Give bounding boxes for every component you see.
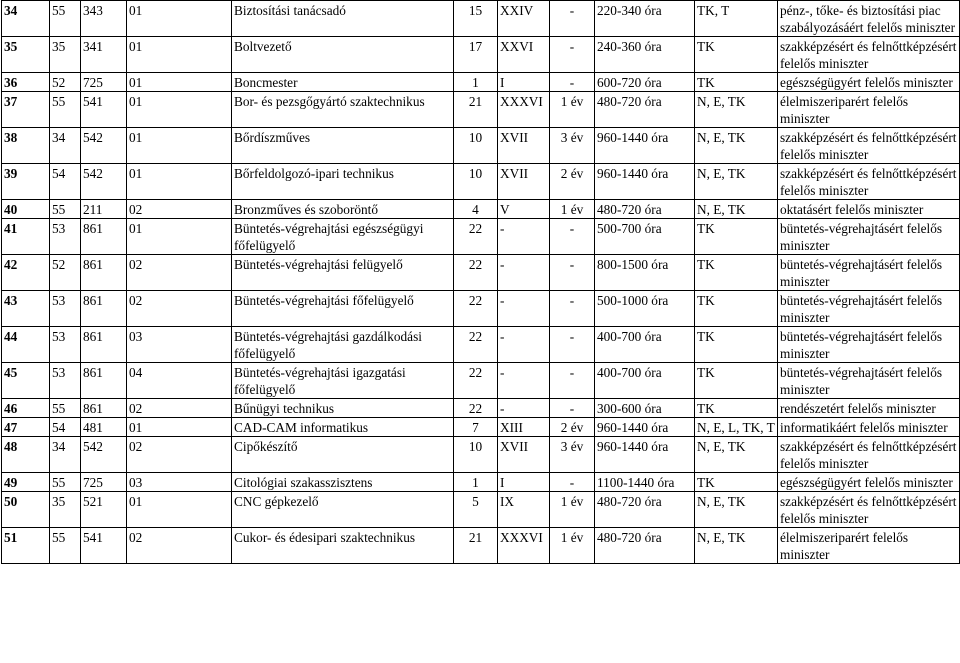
row-number: 36 bbox=[2, 73, 50, 92]
sector-roman: - bbox=[498, 399, 550, 418]
code-part-3: 01 bbox=[127, 73, 232, 92]
table-row bbox=[2, 492, 960, 528]
exam-type: TK bbox=[695, 399, 778, 418]
table-row bbox=[2, 291, 960, 327]
table-row bbox=[2, 219, 960, 255]
code-part-2: 861 bbox=[81, 219, 127, 255]
category-number: 22 bbox=[454, 399, 498, 418]
category-number: 10 bbox=[454, 164, 498, 200]
code-part-2: 725 bbox=[81, 473, 127, 492]
duration: 3 év bbox=[550, 437, 595, 473]
code-part-3: 02 bbox=[127, 399, 232, 418]
hours-range: 300-600 óra bbox=[595, 399, 695, 418]
duration: 1 év bbox=[550, 200, 595, 219]
qualification-name: Boltvezető bbox=[232, 37, 454, 73]
code-part-3: 02 bbox=[127, 437, 232, 473]
code-part-2: 861 bbox=[81, 327, 127, 363]
qualification-name: Büntetés-végrehajtási gazdálkodási főfelügyelő bbox=[232, 327, 454, 363]
code-part-2: 542 bbox=[81, 128, 127, 164]
code-part-2: 481 bbox=[81, 418, 127, 437]
code-part-2: 343 bbox=[81, 1, 127, 37]
qualification-name: Bronzműves és szoboröntő bbox=[232, 200, 454, 219]
code-part-2: 861 bbox=[81, 291, 127, 327]
code-part-3: 01 bbox=[127, 92, 232, 128]
responsible-ministry: rendészetért felelős miniszter bbox=[778, 399, 960, 418]
qualification-name: Bűnügyi technikus bbox=[232, 399, 454, 418]
duration: 2 év bbox=[550, 418, 595, 437]
hours-range: 400-700 óra bbox=[595, 327, 695, 363]
table-row bbox=[2, 1, 960, 37]
code-part-1: 53 bbox=[50, 363, 81, 399]
qualification-name: Boncmester bbox=[232, 73, 454, 92]
code-part-2: 861 bbox=[81, 255, 127, 291]
hours-range: 400-700 óra bbox=[595, 363, 695, 399]
responsible-ministry: pénz-, tőke- és biztosítási piac szabályozásáért felelős miniszter bbox=[778, 1, 960, 37]
exam-type: TK bbox=[695, 473, 778, 492]
exam-type: N, E, TK bbox=[695, 92, 778, 128]
code-part-1: 52 bbox=[50, 73, 81, 92]
hours-range: 960-1440 óra bbox=[595, 437, 695, 473]
hours-range: 480-720 óra bbox=[595, 528, 695, 564]
row-number: 34 bbox=[2, 1, 50, 37]
code-part-1: 53 bbox=[50, 291, 81, 327]
sector-roman: I bbox=[498, 473, 550, 492]
row-number: 45 bbox=[2, 363, 50, 399]
qualification-name: Büntetés-végrehajtási egészségügyi főfelügyelő bbox=[232, 219, 454, 255]
sector-roman: - bbox=[498, 327, 550, 363]
exam-type: N, E, TK bbox=[695, 528, 778, 564]
code-part-1: 55 bbox=[50, 200, 81, 219]
table-row bbox=[2, 73, 960, 92]
duration: - bbox=[550, 327, 595, 363]
code-part-1: 53 bbox=[50, 219, 81, 255]
duration: - bbox=[550, 363, 595, 399]
qualification-name: Citológiai szakasszisztens bbox=[232, 473, 454, 492]
duration: 1 év bbox=[550, 528, 595, 564]
code-part-1: 52 bbox=[50, 255, 81, 291]
qualification-name: Bőrfeldolgozó-ipari technikus bbox=[232, 164, 454, 200]
table-row bbox=[2, 437, 960, 473]
row-number: 48 bbox=[2, 437, 50, 473]
code-part-3: 03 bbox=[127, 327, 232, 363]
code-part-1: 53 bbox=[50, 327, 81, 363]
responsible-ministry: oktatásért felelős miniszter bbox=[778, 200, 960, 219]
sector-roman: - bbox=[498, 219, 550, 255]
code-part-3: 02 bbox=[127, 291, 232, 327]
row-number: 49 bbox=[2, 473, 50, 492]
sector-roman: XVII bbox=[498, 128, 550, 164]
sector-roman: IX bbox=[498, 492, 550, 528]
code-part-3: 02 bbox=[127, 255, 232, 291]
qualifications-table bbox=[1, 0, 960, 564]
code-part-3: 02 bbox=[127, 528, 232, 564]
duration: 1 év bbox=[550, 92, 595, 128]
row-number: 39 bbox=[2, 164, 50, 200]
category-number: 7 bbox=[454, 418, 498, 437]
hours-range: 500-700 óra bbox=[595, 219, 695, 255]
code-part-1: 35 bbox=[50, 492, 81, 528]
duration: 3 év bbox=[550, 128, 595, 164]
row-number: 41 bbox=[2, 219, 50, 255]
hours-range: 600-720 óra bbox=[595, 73, 695, 92]
code-part-1: 55 bbox=[50, 399, 81, 418]
sector-roman: XXVI bbox=[498, 37, 550, 73]
code-part-2: 211 bbox=[81, 200, 127, 219]
code-part-1: 55 bbox=[50, 1, 81, 37]
hours-range: 1100-1440 óra bbox=[595, 473, 695, 492]
exam-type: TK bbox=[695, 255, 778, 291]
code-part-1: 35 bbox=[50, 37, 81, 73]
sector-roman: V bbox=[498, 200, 550, 219]
exam-type: TK bbox=[695, 363, 778, 399]
category-number: 15 bbox=[454, 1, 498, 37]
exam-type: TK bbox=[695, 219, 778, 255]
responsible-ministry: élelmiszeriparért felelős miniszter bbox=[778, 92, 960, 128]
category-number: 22 bbox=[454, 291, 498, 327]
code-part-2: 861 bbox=[81, 399, 127, 418]
hours-range: 960-1440 óra bbox=[595, 418, 695, 437]
row-number: 35 bbox=[2, 37, 50, 73]
table-row bbox=[2, 164, 960, 200]
category-number: 17 bbox=[454, 37, 498, 73]
code-part-3: 01 bbox=[127, 164, 232, 200]
hours-range: 960-1440 óra bbox=[595, 128, 695, 164]
sector-roman: XVII bbox=[498, 437, 550, 473]
exam-type: N, E, TK bbox=[695, 492, 778, 528]
table-row bbox=[2, 327, 960, 363]
table-row bbox=[2, 363, 960, 399]
code-part-1: 54 bbox=[50, 164, 81, 200]
category-number: 21 bbox=[454, 92, 498, 128]
code-part-3: 01 bbox=[127, 128, 232, 164]
code-part-2: 541 bbox=[81, 528, 127, 564]
exam-type: N, E, L, TK, T bbox=[695, 418, 778, 437]
responsible-ministry: büntetés-végrehajtásért felelős miniszter bbox=[778, 291, 960, 327]
code-part-3: 03 bbox=[127, 473, 232, 492]
code-part-2: 541 bbox=[81, 92, 127, 128]
code-part-2: 521 bbox=[81, 492, 127, 528]
code-part-2: 341 bbox=[81, 37, 127, 73]
table-row bbox=[2, 37, 960, 73]
hours-range: 480-720 óra bbox=[595, 92, 695, 128]
responsible-ministry: büntetés-végrehajtásért felelős miniszter bbox=[778, 255, 960, 291]
row-number: 47 bbox=[2, 418, 50, 437]
qualification-name: Cukor- és édesipari szaktechnikus bbox=[232, 528, 454, 564]
table-row bbox=[2, 92, 960, 128]
duration: - bbox=[550, 1, 595, 37]
responsible-ministry: büntetés-végrehajtásért felelős miniszter bbox=[778, 363, 960, 399]
duration: - bbox=[550, 473, 595, 492]
code-part-1: 55 bbox=[50, 92, 81, 128]
responsible-ministry: szakképzésért és felnőttképzésért felelős miniszter bbox=[778, 128, 960, 164]
table-row bbox=[2, 473, 960, 492]
category-number: 1 bbox=[454, 473, 498, 492]
code-part-2: 725 bbox=[81, 73, 127, 92]
code-part-1: 55 bbox=[50, 473, 81, 492]
code-part-1: 34 bbox=[50, 128, 81, 164]
duration: - bbox=[550, 291, 595, 327]
sector-roman: XXIV bbox=[498, 1, 550, 37]
hours-range: 800-1500 óra bbox=[595, 255, 695, 291]
table-row bbox=[2, 128, 960, 164]
exam-type: TK bbox=[695, 73, 778, 92]
code-part-1: 55 bbox=[50, 528, 81, 564]
responsible-ministry: büntetés-végrehajtásért felelős miniszter bbox=[778, 327, 960, 363]
code-part-3: 01 bbox=[127, 492, 232, 528]
qualification-name: Büntetés-végrehajtási felügyelő bbox=[232, 255, 454, 291]
category-number: 22 bbox=[454, 327, 498, 363]
table-row bbox=[2, 200, 960, 219]
responsible-ministry: szakképzésért és felnőttképzésért felelős miniszter bbox=[778, 437, 960, 473]
hours-range: 500-1000 óra bbox=[595, 291, 695, 327]
code-part-2: 542 bbox=[81, 437, 127, 473]
duration: - bbox=[550, 37, 595, 73]
category-number: 5 bbox=[454, 492, 498, 528]
code-part-3: 04 bbox=[127, 363, 232, 399]
table-row bbox=[2, 255, 960, 291]
exam-type: N, E, TK bbox=[695, 128, 778, 164]
category-number: 21 bbox=[454, 528, 498, 564]
code-part-1: 54 bbox=[50, 418, 81, 437]
code-part-3: 02 bbox=[127, 200, 232, 219]
qualification-name: Cipőkészítő bbox=[232, 437, 454, 473]
category-number: 22 bbox=[454, 255, 498, 291]
code-part-3: 01 bbox=[127, 37, 232, 73]
duration: - bbox=[550, 219, 595, 255]
qualification-name: Biztosítási tanácsadó bbox=[232, 1, 454, 37]
hours-range: 240-360 óra bbox=[595, 37, 695, 73]
responsible-ministry: egészségügyért felelős miniszter bbox=[778, 73, 960, 92]
sector-roman: - bbox=[498, 255, 550, 291]
responsible-ministry: szakképzésért és felnőttképzésért felelős miniszter bbox=[778, 492, 960, 528]
category-number: 10 bbox=[454, 128, 498, 164]
code-part-2: 861 bbox=[81, 363, 127, 399]
responsible-ministry: szakképzésért és felnőttképzésért felelős miniszter bbox=[778, 37, 960, 73]
exam-type: N, E, TK bbox=[695, 200, 778, 219]
responsible-ministry: egészségügyért felelős miniszter bbox=[778, 473, 960, 492]
responsible-ministry: büntetés-végrehajtásért felelős miniszter bbox=[778, 219, 960, 255]
responsible-ministry: élelmiszeriparért felelős miniszter bbox=[778, 528, 960, 564]
sector-roman: I bbox=[498, 73, 550, 92]
row-number: 42 bbox=[2, 255, 50, 291]
row-number: 43 bbox=[2, 291, 50, 327]
exam-type: N, E, TK bbox=[695, 437, 778, 473]
duration: - bbox=[550, 399, 595, 418]
sector-roman: XIII bbox=[498, 418, 550, 437]
qualification-name: CAD-CAM informatikus bbox=[232, 418, 454, 437]
sector-roman: - bbox=[498, 363, 550, 399]
sector-roman: XXXVI bbox=[498, 528, 550, 564]
hours-range: 220-340 óra bbox=[595, 1, 695, 37]
table-row bbox=[2, 528, 960, 564]
row-number: 50 bbox=[2, 492, 50, 528]
qualification-name: Bor- és pezsgőgyártó szaktechnikus bbox=[232, 92, 454, 128]
code-part-3: 01 bbox=[127, 1, 232, 37]
row-number: 51 bbox=[2, 528, 50, 564]
row-number: 38 bbox=[2, 128, 50, 164]
responsible-ministry: szakképzésért és felnőttképzésért felelős miniszter bbox=[778, 164, 960, 200]
category-number: 10 bbox=[454, 437, 498, 473]
category-number: 1 bbox=[454, 73, 498, 92]
responsible-ministry: informatikáért felelős miniszter bbox=[778, 418, 960, 437]
table-body bbox=[2, 1, 960, 564]
qualification-name: Bőrdíszműves bbox=[232, 128, 454, 164]
category-number: 22 bbox=[454, 219, 498, 255]
code-part-3: 01 bbox=[127, 418, 232, 437]
row-number: 40 bbox=[2, 200, 50, 219]
sector-roman: XVII bbox=[498, 164, 550, 200]
code-part-2: 542 bbox=[81, 164, 127, 200]
row-number: 46 bbox=[2, 399, 50, 418]
exam-type: TK bbox=[695, 37, 778, 73]
exam-type: TK bbox=[695, 291, 778, 327]
qualification-name: CNC gépkezelő bbox=[232, 492, 454, 528]
category-number: 22 bbox=[454, 363, 498, 399]
table-row bbox=[2, 418, 960, 437]
category-number: 4 bbox=[454, 200, 498, 219]
row-number: 44 bbox=[2, 327, 50, 363]
code-part-3: 01 bbox=[127, 219, 232, 255]
duration: 2 év bbox=[550, 164, 595, 200]
hours-range: 480-720 óra bbox=[595, 492, 695, 528]
sector-roman: XXXVI bbox=[498, 92, 550, 128]
sector-roman: - bbox=[498, 291, 550, 327]
exam-type: TK bbox=[695, 327, 778, 363]
duration: 1 év bbox=[550, 492, 595, 528]
table-row bbox=[2, 399, 960, 418]
exam-type: TK, T bbox=[695, 1, 778, 37]
qualification-name: Büntetés-végrehajtási főfelügyelő bbox=[232, 291, 454, 327]
row-number: 37 bbox=[2, 92, 50, 128]
duration: - bbox=[550, 73, 595, 92]
hours-range: 480-720 óra bbox=[595, 200, 695, 219]
hours-range: 960-1440 óra bbox=[595, 164, 695, 200]
exam-type: N, E, TK bbox=[695, 164, 778, 200]
code-part-1: 34 bbox=[50, 437, 81, 473]
qualification-name: Büntetés-végrehajtási igazgatási főfelügyelő bbox=[232, 363, 454, 399]
duration: - bbox=[550, 255, 595, 291]
